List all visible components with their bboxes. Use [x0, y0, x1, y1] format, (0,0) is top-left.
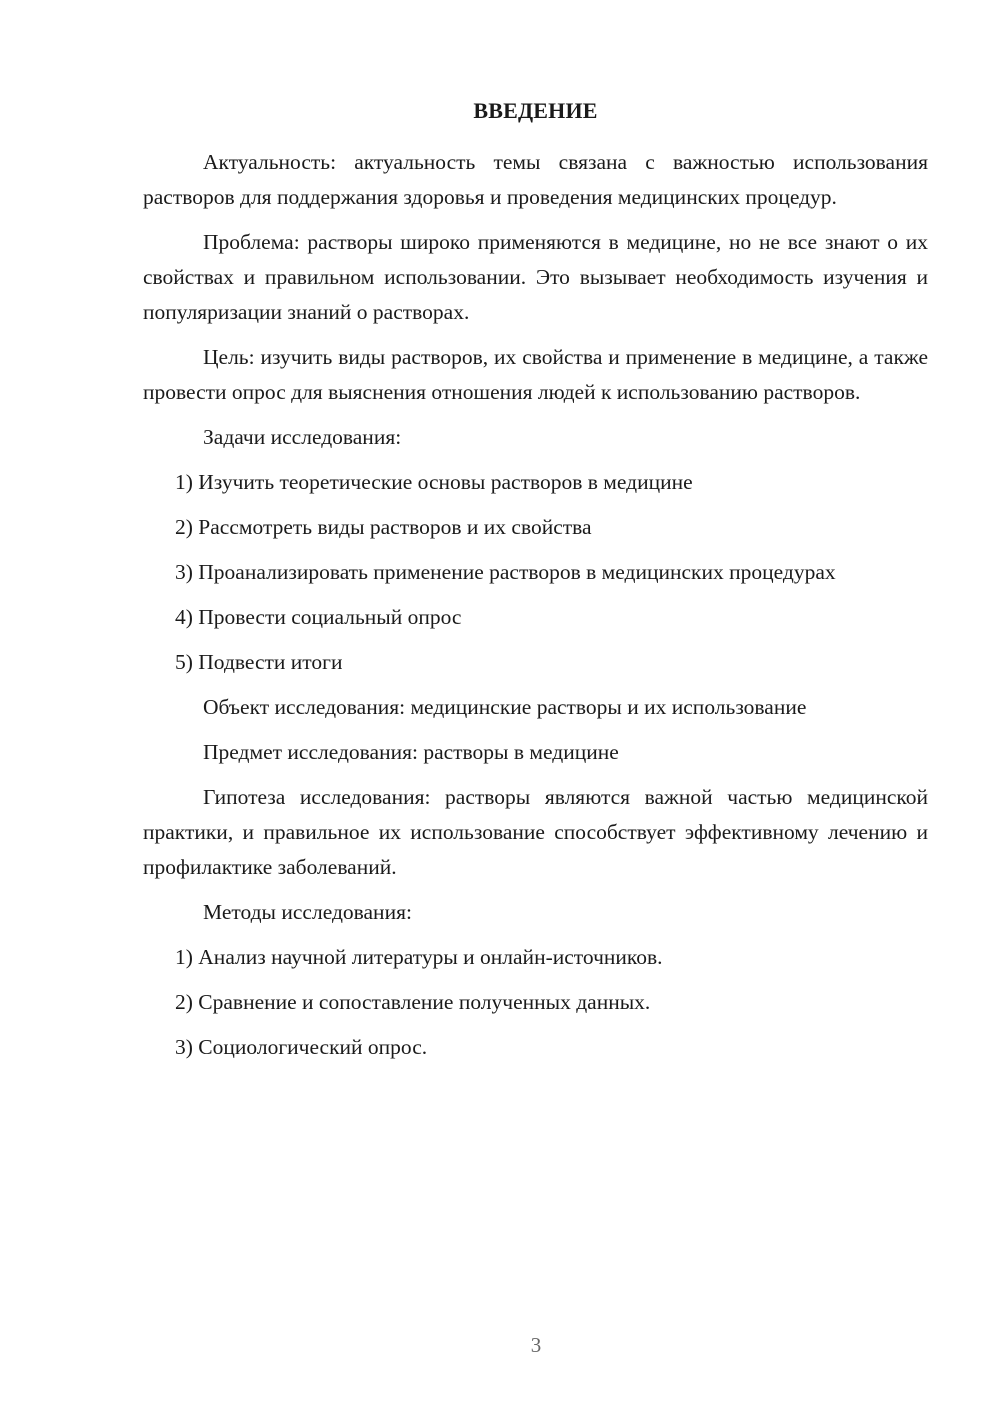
list-item: 1) Изучить теоретические основы растворов в медицине	[175, 470, 693, 494]
page-number: 3	[530, 1333, 542, 1357]
paragraph-relevance: Актуальность: актуальность темы связана с важностью использования растворов для поддержания здоровья и проведения медицинских процедур.	[143, 150, 928, 209]
methods-list	[143, 940, 928, 1065]
tasks-list	[143, 465, 928, 680]
list-item: 3) Социологический опрос.	[175, 1035, 428, 1059]
paragraph-object: Объект исследования: медицинские растворы и их использование	[203, 695, 807, 719]
list-item: 5) Подвести итоги	[175, 650, 343, 674]
list-item: 2) Сравнение и сопоставление полученных данных.	[175, 990, 651, 1014]
list-item: 4) Провести социальный опрос	[175, 605, 462, 629]
list-item: 2) Рассмотреть виды растворов и их свойства	[175, 515, 592, 539]
list-item: 3) Проанализировать применение растворов в медицинских процедурах	[175, 560, 836, 584]
document-page	[143, 95, 928, 1075]
section-title: ВВЕДЕНИЕ	[473, 98, 598, 123]
paragraph-goal: Цель: изучить виды растворов, их свойства и применение в медицине, а также провести опрос для выяснения отношения людей к использованию растворов.	[143, 345, 928, 404]
paragraph-problem: Проблема: растворы широко применяются в медицине, но не все знают о их свойствах и правильном использовании. Это вызывает необходимость изучения и популяризации знаний о растворах.	[143, 230, 928, 324]
tasks-heading: Задачи исследования:	[203, 425, 402, 449]
methods-heading: Методы исследования:	[203, 900, 412, 924]
paragraph-subject: Предмет исследования: растворы в медицине	[203, 740, 619, 764]
paragraph-hypothesis: Гипотеза исследования: растворы являются важной частью медицинской практики, и правильное их использование способствует эффективному лечению и профилактике заболеваний.	[143, 785, 928, 879]
list-item: 1) Анализ научной литературы и онлайн-источников.	[175, 945, 663, 969]
